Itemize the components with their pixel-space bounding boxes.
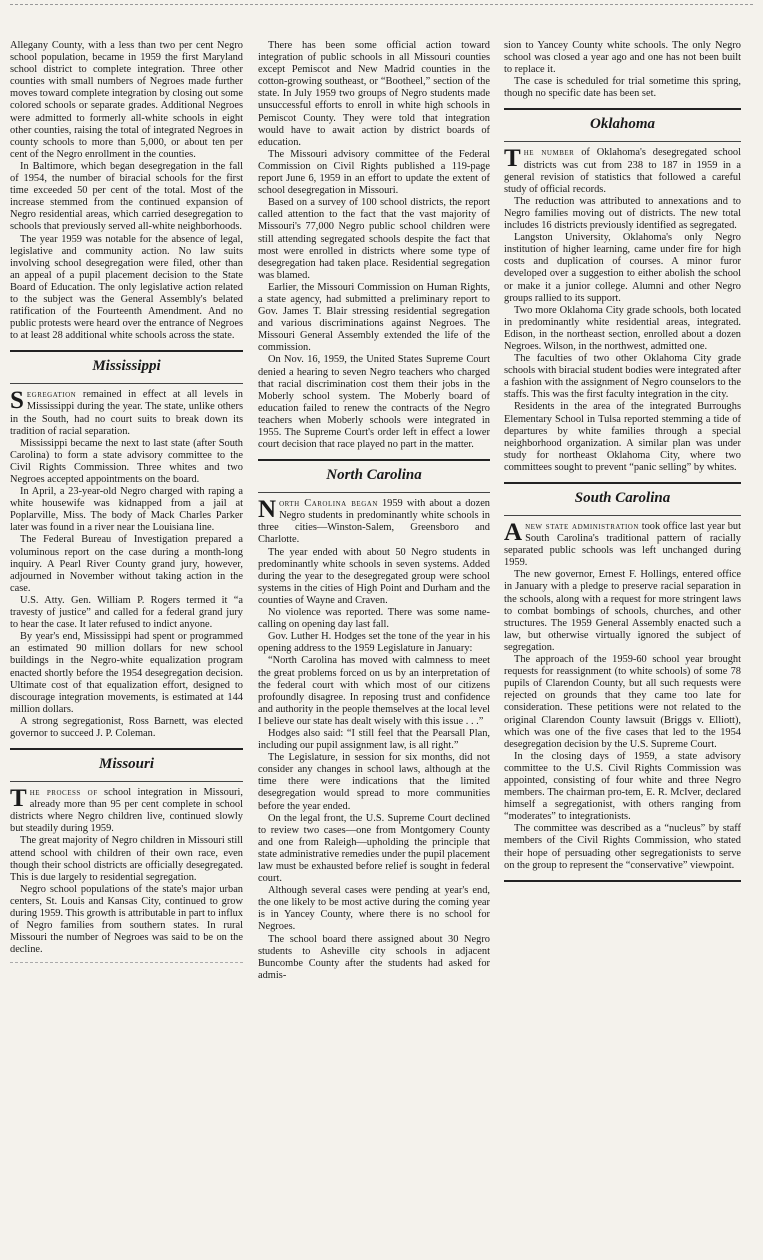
section-heading-missouri: Missouri — [98, 756, 155, 773]
mississippi-paragraph-2: Mississippi became the next to last state (after South Carolina) to form a state advisory committee to the Civil Rights Commission. Three whites and two Negroes accepted appointments on the board. — [10, 437, 243, 485]
section-heading-mississippi: Mississippi — [92, 358, 161, 375]
section-heading-oklahoma: Oklahoma — [589, 116, 655, 133]
column-2 — [258, 40, 490, 982]
drop-cap: N — [258, 496, 277, 524]
section-divider — [10, 748, 243, 750]
maryland-paragraph-3: The year 1959 was notable for the absence of legal, legislative and community action. No law suits involving school desegregation were filed, other than an appeal of a pupil placement decision to the State Board of Education. The only legislative action related to the subject was the General Assembly's belated ratification of the Fourteenth Amendment. And no public protests were heard over the entrance of Negroes to at least 28 additional white schools across the state. — [10, 233, 243, 342]
lead-in: egregation — [26, 389, 77, 401]
mississippi-paragraph-5: U.S. Atty. Gen. William P. Rogers termed it “a travesty of justice” and called for a federal grand jury to hear the case. It later refused to indict anyone. — [10, 594, 243, 631]
missouri-paragraph-2: The great majority of Negro children in Missouri still attend school with children of their own race, even though their school districts are officially desegregated. This is due largely to residential segregation. — [10, 835, 243, 883]
paragraph-text: took office last year but South Carolina's traditional pattern of racially separated public schools was left unchanged during 1959. — [504, 521, 741, 569]
drop-cap: S — [10, 387, 24, 415]
mississippi-paragraph-1 — [10, 389, 243, 437]
drop-cap: T — [10, 785, 27, 813]
nc-paragraph-6: Hodges also said: “I still feel that the Pearsall Plan, including our pupil assignment law, is all right.” — [258, 727, 490, 752]
ok-paragraph-5: The faculties of two other Oklahoma City grade schools with biracial student bodies were integrated after a fashion with the assignment of Negro counselors to the staffs. This was the first faculty integration in the city. — [504, 353, 741, 401]
sc-paragraph-4: In the closing days of 1959, a state advisory committee to the U.S. Civil Rights Commission was appointed, consisting of four white and three Negro members. The chairman pro-tem, E. R. McIver, declared himself a segregationist, with others ranging from “moderates” to integrationists. — [504, 750, 741, 823]
section-heading-south-carolina: South Carolina — [574, 490, 671, 506]
bottom-divider — [10, 962, 243, 963]
paragraph-text: 1959 with about a dozen Negro students in predominantly white schools in three cities—Winston-Salem, Greensboro and Charlotte. — [258, 498, 491, 546]
missouri-paragraph-8: On Nov. 16, 1959, the United States Supreme Court denied a hearing to seven Negro teachers who charged that racial discrimination cost them their jobs in the Moberly school system. The Moberly board of education failed to renew the contracts of the Negro teachers when Moberly schools were integrated in 1955. The Supreme Court's order left in effect a lower court decision that race played no part in the matter. — [258, 354, 490, 451]
missouri-paragraph-5: The Missouri advisory committee of the Federal Commission on Civil Rights published a 119-page report June 6, 1959 in an effort to update the extent of school desegregation in Missouri. — [258, 148, 490, 197]
missouri-paragraph-6: Based on a survey of 100 school districts, the report called attention to the fact that the vast majority of Missouri's 77,000 Negro public school children were still attending segregated schools despite the fact that most were enrolled in districts where some type of desegregation had taken place. Residential segregation was blamed. — [258, 197, 490, 281]
mississippi-paragraph-3: In April, a 23-year-old Negro charged with raping a white housewife was kidnapped from a jail at Poplarville, Miss. The body of Mack Charles Parker later was found in a river near the Louisiana line. — [10, 486, 243, 534]
nc-paragraph-7: The Legislature, in session for six months, did not consider any changes in school laws, although at the time there were indications that the limited desegregation would spread to more communities before the year ended. — [258, 752, 490, 812]
lead-in: he number — [523, 147, 575, 159]
mississippi-paragraph-6: By year's end, Mississippi had spent or programmed an estimated 90 million dollars for new school buildings in the Negro-white equalization program enacted shortly before the 1954 desegregation decision. Ultimate cost of that equalization effort, designed to discourage integration movements, is estimated at 144 million dollars. — [10, 631, 243, 715]
ok-paragraph-6: Residents in the area of the integrated Burroughs Elementary School in Tulsa reported stemming a tide of departures by white families through a special neighborhood organization. A similar plan was under study for northeast Oklahoma City, where two committees sought to prevent “panic selling” by whites. — [504, 401, 741, 473]
section-divider — [10, 350, 243, 352]
ok-paragraph-4: Two more Oklahoma City grade schools, both located in predominantly white residential areas, integrated. Edison, in the northeast section, enrolled about a dozen Negroes. Wilson, in the northwest, admitted one. — [504, 304, 741, 352]
drop-cap: A — [504, 519, 523, 546]
mississippi-paragraph-4: The Federal Bureau of Investigation prepared a voluminous report on the case during a month-long inquiry. A Pearl River County grand jury, however, adjourned in November without taking action in the case. — [10, 534, 243, 594]
nc-paragraph-5: “North Carolina has moved with calmness to meet the great problems forced on us by an interpretation of the federal court with which most of our citizens profoundly disagree. In reposing trust and confidence and authority in the people themselves at the local level I believe our state has dealt wisely with this issue . . .” — [258, 655, 490, 727]
mississippi-paragraph-7: A strong segregationist, Ross Barnett, was elected governor to succeed J. P. Coleman. — [10, 715, 243, 739]
sc-paragraph-1 — [504, 521, 741, 569]
maryland-paragraph-1: Allegany County, with a less than two per cent Negro school population, became in 1959 the first Maryland school district to complete integration. Three other counties with small numbers of Negroes made further moves toward complete integration by closing out some colored schools or separate grades. Additional Negroes were admitted to formerly all-white schools in eight other counties, raising the total of integrated Negroes in county schools to more than 5,000, or about ten per cent of the Negro enrollment in the counties. — [10, 40, 243, 160]
section-divider — [504, 880, 741, 882]
sc-paragraph-5: The committee was described as a “nucleus” by staff members of the Civil Rights Commission, who stated their hope of persuading other segregationists to serve on the group to represent the “conservative” viewpoint. — [504, 823, 741, 871]
nc-paragraph-9: Although several cases were pending at year's end, the one likely to be most active during the coming year is in Yancey County, where there is no school for Negroes. — [258, 885, 490, 933]
nc-paragraph-10: The school board there assigned about 30 Negro students to Asheville city schools in adjacent Buncombe County after the students had asked for admis- — [258, 933, 490, 981]
missouri-paragraph-3: Negro school populations of the state's major urban centers, St. Louis and Kansas City, continued to grow during 1959. This growth is attributable in part to influx of Negro families from southern states. In rural Missouri the number of Negroes was said to be on the decline. — [10, 883, 243, 956]
lead-in: orth Carolina began — [279, 498, 378, 510]
section-divider — [10, 781, 243, 782]
nc-paragraph-11: sion to Yancey County white schools. The only Negro school was closed a year ago and one has not been built to replace it. — [504, 40, 741, 76]
maryland-paragraph-2: In Baltimore, which began desegregation in the fall of 1954, the number of biracial schools for the first time exceeded 50 per cent of the total. Most of the increase stemmed from the continued expansion of Negro residential areas, which carried desegregation to schools that previously served all-white neighborhoods. — [10, 160, 243, 233]
missouri-paragraph-7: Earlier, the Missouri Commission on Human Rights, a state agency, had submitted a preliminary report to Gov. James T. Blair stressing residential segregation and various discriminations against Negroes. The Missouri General Assembly extended the life of the commission. — [258, 281, 490, 354]
section-divider — [10, 383, 243, 384]
ok-paragraph-3: Langston University, Oklahoma's only Negro institution of higher learning, came under fire for high costs and duplication of courses. A minor furor developed over a suggestion to either abolish the school or make it a junior college. Alumni and other Negro groups rallied to its support. — [504, 232, 741, 304]
lead-in: he process of — [29, 787, 98, 799]
paragraph-text: school integration in Missouri, already more than 95 per cent complete in school districts where Negro children live, continued slowly but steadily during 1959. — [10, 787, 243, 835]
nc-paragraph-8: On the legal front, the U.S. Supreme Court declined to review two cases—one from Montgomery County and one from Raleigh—upholding the principle that state administrative remedies under the pupil placement law must be exhausted before relief is sought in federal court. — [258, 812, 490, 885]
section-divider — [258, 492, 490, 493]
section-heading-north-carolina: North Carolina — [326, 467, 422, 484]
drop-cap: T — [504, 145, 521, 173]
section-divider — [504, 515, 741, 516]
lead-in: new state administration — [525, 521, 639, 532]
column-1 — [10, 40, 243, 963]
missouri-paragraph-4: There has been some official action toward integration of public schools in all Missouri counties except Pemiscot and New Madrid counties in the cotton-growing southeast, or “Bootheel,” section of the state. In July 1959 two groups of Negro students made unsuccessful efforts to enroll in white high schools in Pemiscot County. They were told that integration would have to await action by district boards of education. — [258, 40, 490, 148]
top-divider — [10, 4, 753, 5]
sc-paragraph-2: The new governor, Ernest F. Hollings, entered office in January with a pledge to preserve racial separation in the schools, along with a request for more stringent laws to combat bombings of schools, churches, and other structures. The 1959 General Assembly enacted such a law, but otherwise virtually ignored the subject of segregation. — [504, 569, 741, 653]
paragraph-text: of Oklahoma's desegregated school districts was cut from 238 to 187 in 1959 in a general revision of statistics that followed a careful study of official records. — [504, 147, 741, 195]
sc-paragraph-3: The approach of the 1959-60 school year brought requests for reassignment (to white schools) of some 78 pupils of Clarendon County, but all such requests were rejected on grounds that they came too late for consideration. These petitions were not related to the original Clarendon County lawsuit (Briggs v. Elliott), which was one of the five cases that led to the 1954 desegregation decision by the U.S. Supreme Court. — [504, 654, 741, 750]
section-divider — [504, 141, 741, 142]
section-divider — [504, 482, 741, 484]
paragraph-text: remained in effect at all levels in Mississippi during the year. The state, unlike others in the South, had no court suits to break down its tradition of racial separation. — [10, 389, 243, 437]
section-divider — [258, 459, 490, 461]
nc-paragraph-12: The case is scheduled for trial sometime this spring, though no specific date has been set. — [504, 76, 741, 100]
nc-paragraph-1 — [258, 498, 490, 546]
nc-paragraph-3: No violence was reported. There was some name-calling on opening day last fall. — [258, 607, 490, 631]
ok-paragraph-1 — [504, 147, 741, 195]
section-divider — [504, 108, 741, 110]
nc-paragraph-2: The year ended with about 50 Negro students in predominantly white schools in seven systems. Added during the year to the desegregated group were school systems in the cities of High Point and Durham and the counties of Wayne and Craven. — [258, 546, 490, 606]
missouri-paragraph-1 — [10, 787, 243, 835]
nc-paragraph-4: Gov. Luther H. Hodges set the tone of the year in his opening address to the 1959 Legislature in January: — [258, 631, 490, 655]
column-3 — [504, 40, 741, 887]
ok-paragraph-2: The reduction was attributed to annexations and to Negro families moving out of districts. The new total includes 16 districts previously identified as segregated. — [504, 195, 741, 232]
